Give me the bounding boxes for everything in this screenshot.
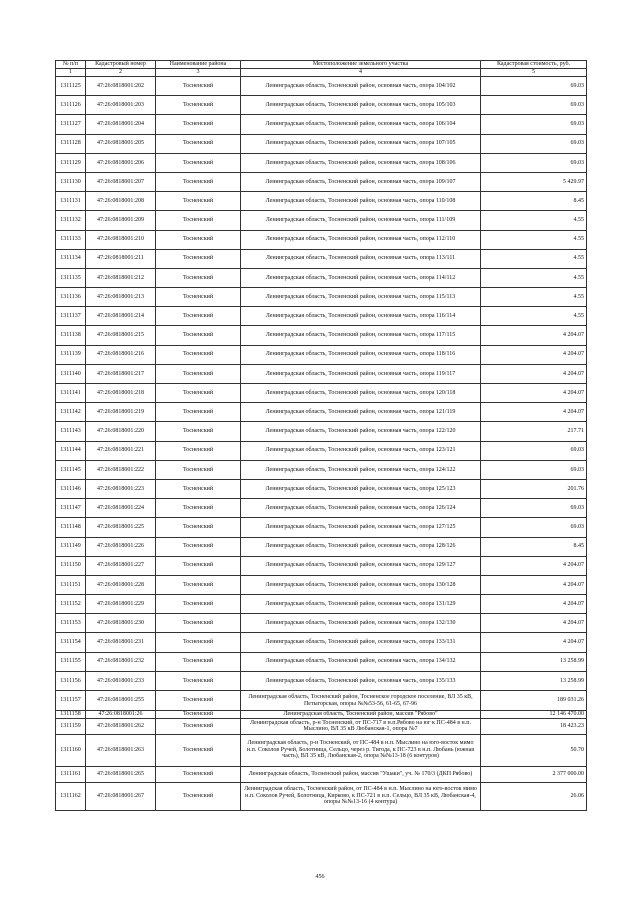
location-text: Ленинградская область, Тосненский район, основная часть, опора 104/102 xyxy=(241,77,481,96)
location-text: Ленинградская область, Тосненский район, основная часть, опора 131/129 xyxy=(241,595,481,614)
district-name: Тосненский xyxy=(156,134,241,153)
cadastral-number: 47:26:0818001:206 xyxy=(86,153,156,172)
row-number: 1311133 xyxy=(56,230,86,249)
cadastral-number: 47:26:0818001:209 xyxy=(86,211,156,230)
cadastral-number: 47:26:0818001:229 xyxy=(86,595,156,614)
cadastral-number: 47:26:0818001:233 xyxy=(86,671,156,690)
district-name: Тосненский xyxy=(156,77,241,96)
header-row xyxy=(56,61,587,69)
location-text: Ленинградская область, Тосненский район, основная часть, опора 135/133 xyxy=(241,671,481,690)
row-number: 1311150 xyxy=(56,556,86,575)
cadastral-number: 47:26:0818001:207 xyxy=(86,172,156,191)
table-row xyxy=(56,153,587,172)
cadastral-number: 47:26:0818001:26 xyxy=(86,711,156,719)
column-number: 3 xyxy=(156,69,241,77)
location-text: Ленинградская область, Тосненский район, основная часть, опора 115/113 xyxy=(241,288,481,307)
cadastral-value: 69.03 xyxy=(481,499,587,518)
cadastral-number: 47:26:0818001:263 xyxy=(86,734,156,766)
location-text: Ленинградская область, Тосненский район, основная часть, опора 116/114 xyxy=(241,307,481,326)
cadastral-number: 47:26:0818001:226 xyxy=(86,537,156,556)
row-number: 1311131 xyxy=(56,192,86,211)
row-number: 1311160 xyxy=(56,734,86,766)
cadastral-value: 4 204.07 xyxy=(481,614,587,633)
cadastral-value: 13 258.99 xyxy=(481,671,587,690)
district-name: Тосненский xyxy=(156,614,241,633)
location-text: Ленинградская область, Тосненский район, основная часть, опора 125/123 xyxy=(241,479,481,498)
row-number: 1311128 xyxy=(56,134,86,153)
cadastral-number: 47:26:0818001:208 xyxy=(86,192,156,211)
cadastral-value: 69.03 xyxy=(481,77,587,96)
row-number: 1311151 xyxy=(56,575,86,594)
district-name: Тосненский xyxy=(156,595,241,614)
cadastral-number: 47:26:0818001:204 xyxy=(86,115,156,134)
table-row xyxy=(56,595,587,614)
table-row xyxy=(56,441,587,460)
table-header xyxy=(56,61,587,77)
cadastral-value: 4.55 xyxy=(481,211,587,230)
header-district: Наименование района xyxy=(156,61,241,69)
cadastral-value: 69.03 xyxy=(481,96,587,115)
row-number: 1311146 xyxy=(56,479,86,498)
cadastral-value: 4.55 xyxy=(481,307,587,326)
table-row xyxy=(56,479,587,498)
row-number: 1311156 xyxy=(56,671,86,690)
district-name: Тосненский xyxy=(156,441,241,460)
table-row xyxy=(56,518,587,537)
row-number: 1311125 xyxy=(56,77,86,96)
cadastral-value: 2 377 000.00 xyxy=(481,766,587,782)
district-name: Тосненский xyxy=(156,691,241,711)
location-text: Ленинградская область, р-н Тосненский, от ПС-484 в н.п. Мыслино на юго-восток мимо н.п. Соколов Ручей, Болотница, Сельцо, через р. Тигода, к ПС-723 в н.п. Любань (южная часть), ВЛ 35 кВ, Любанская-2, опора №№13-18 (6 контуров) xyxy=(241,734,481,766)
cadastral-table xyxy=(55,60,587,811)
row-number: 1311162 xyxy=(56,782,86,810)
cadastral-value: 217.71 xyxy=(481,422,587,441)
district-name: Тосненский xyxy=(156,734,241,766)
table-row xyxy=(56,96,587,115)
location-text: Ленинградская область, Тосненский район, основная часть, опора 105/103 xyxy=(241,96,481,115)
table-row xyxy=(56,766,587,782)
row-number: 1311153 xyxy=(56,614,86,633)
table-row xyxy=(56,172,587,191)
table-row xyxy=(56,652,587,671)
district-name: Тосненский xyxy=(156,556,241,575)
cadastral-value: 189 031.26 xyxy=(481,691,587,711)
row-number: 1311136 xyxy=(56,288,86,307)
district-name: Тосненский xyxy=(156,364,241,383)
location-text: Ленинградская область, Тосненский район, массив "Рябово" xyxy=(241,711,481,719)
column-number: 4 xyxy=(241,69,481,77)
location-text: Ленинградская область, Тосненский район, основная часть, опора 117/115 xyxy=(241,326,481,345)
location-text: Ленинградская область, Тосненский район, основная часть, опора 123/121 xyxy=(241,441,481,460)
cadastral-value: 69.03 xyxy=(481,460,587,479)
district-name: Тосненский xyxy=(156,718,241,734)
cadastral-value: 4 204.07 xyxy=(481,403,587,422)
cadastral-value: 69.03 xyxy=(481,441,587,460)
cadastral-number: 47:26:0818001:225 xyxy=(86,518,156,537)
location-text: Ленинградская область, Тосненский район, основная часть, опора 129/127 xyxy=(241,556,481,575)
district-name: Тосненский xyxy=(156,249,241,268)
table-row xyxy=(56,460,587,479)
row-number: 1311155 xyxy=(56,652,86,671)
district-name: Тосненский xyxy=(156,782,241,810)
cadastral-number: 47:26:0818001:214 xyxy=(86,307,156,326)
row-number: 1311132 xyxy=(56,211,86,230)
cadastral-value: 4.55 xyxy=(481,288,587,307)
table-row xyxy=(56,691,587,711)
cadastral-value: 4 204.07 xyxy=(481,364,587,383)
cadastral-value: 69.03 xyxy=(481,518,587,537)
row-number: 1311145 xyxy=(56,460,86,479)
cadastral-number: 47:26:0818001:217 xyxy=(86,364,156,383)
location-text: Ленинградская область, Тосненский район, массив "Ушаки", уч. № 170/3 (ДКП Рябово) xyxy=(241,766,481,782)
district-name: Тосненский xyxy=(156,479,241,498)
row-number: 1311129 xyxy=(56,153,86,172)
location-text: Ленинградская область, Тосненский район, основная часть, опора 114/112 xyxy=(241,268,481,287)
cadastral-value: 201.76 xyxy=(481,479,587,498)
location-text: Ленинградская область, Тосненский район, основная часть, опора 120/118 xyxy=(241,384,481,403)
table-row xyxy=(56,268,587,287)
row-number: 1311138 xyxy=(56,326,86,345)
location-text: Ленинградская область, Тосненский район, основная часть, опора 130/128 xyxy=(241,575,481,594)
cadastral-value: 69.03 xyxy=(481,134,587,153)
table-row xyxy=(56,230,587,249)
location-text: Ленинградская область, Тосненский район, основная часть, опора 121/119 xyxy=(241,403,481,422)
district-name: Тосненский xyxy=(156,422,241,441)
district-name: Тосненский xyxy=(156,518,241,537)
cadastral-number: 47:26:0818001:265 xyxy=(86,766,156,782)
row-number: 1311158 xyxy=(56,711,86,719)
location-text: Ленинградская область, Тосненский район, основная часть, опора 106/104 xyxy=(241,115,481,134)
cadastral-value: 4 204.07 xyxy=(481,595,587,614)
cadastral-value: 4 204.07 xyxy=(481,633,587,652)
header-number: № п/п xyxy=(56,61,86,69)
cadastral-number: 47:26:0818001:232 xyxy=(86,652,156,671)
location-text: Ленинградская область, Тосненский район, основная часть, опора 108/106 xyxy=(241,153,481,172)
cadastral-value: 4.55 xyxy=(481,230,587,249)
cadastral-number: 47:26:0818001:255 xyxy=(86,691,156,711)
location-text: Ленинградская область, Тосненский район, основная часть, опора 107/105 xyxy=(241,134,481,153)
location-text: Ленинградская область, Тосненский район, основная часть, опора 124/122 xyxy=(241,460,481,479)
row-number: 1311161 xyxy=(56,766,86,782)
row-number: 1311152 xyxy=(56,595,86,614)
row-number: 1311144 xyxy=(56,441,86,460)
district-name: Тосненский xyxy=(156,633,241,652)
district-name: Тосненский xyxy=(156,671,241,690)
table-row xyxy=(56,711,587,719)
cadastral-value: 4 204.07 xyxy=(481,575,587,594)
district-name: Тосненский xyxy=(156,537,241,556)
table-row xyxy=(56,556,587,575)
location-text: Ленинградская область, Тосненский район, основная часть, опора 112/110 xyxy=(241,230,481,249)
location-text: Ленинградская область, Тосненский район, основная часть, опора 122/120 xyxy=(241,422,481,441)
cadastral-value: 8.45 xyxy=(481,537,587,556)
table-row xyxy=(56,134,587,153)
cadastral-value: 4.55 xyxy=(481,268,587,287)
header-cadastral-number: Кадастровый номер xyxy=(86,61,156,69)
row-number: 1311137 xyxy=(56,307,86,326)
table-row xyxy=(56,249,587,268)
cadastral-number: 47:26:0818001:231 xyxy=(86,633,156,652)
row-number: 1311127 xyxy=(56,115,86,134)
row-number: 1311149 xyxy=(56,537,86,556)
cadastral-number: 47:26:0818001:215 xyxy=(86,326,156,345)
row-number: 1311134 xyxy=(56,249,86,268)
row-number: 1311139 xyxy=(56,345,86,364)
header-cadastral-value: Кадастровая стоимость, руб. xyxy=(481,61,587,69)
table-row xyxy=(56,422,587,441)
cadastral-number: 47:26:0818001:203 xyxy=(86,96,156,115)
district-name: Тосненский xyxy=(156,307,241,326)
location-text: Ленинградская область, Тосненский район, основная часть, опора 134/132 xyxy=(241,652,481,671)
cadastral-number: 47:26:0818001:218 xyxy=(86,384,156,403)
district-name: Тосненский xyxy=(156,652,241,671)
cadastral-number: 47:26:0818001:262 xyxy=(86,718,156,734)
location-text: Ленинградская область, Тосненский район, основная часть, опора 132/130 xyxy=(241,614,481,633)
table-row xyxy=(56,403,587,422)
district-name: Тосненский xyxy=(156,345,241,364)
cadastral-value: 8.45 xyxy=(481,192,587,211)
location-text: Ленинградская область, Тосненский район, основная часть, опора 109/107 xyxy=(241,172,481,191)
cadastral-value: 18 423.23 xyxy=(481,718,587,734)
table-body xyxy=(56,77,587,811)
district-name: Тосненский xyxy=(156,172,241,191)
row-number: 1311148 xyxy=(56,518,86,537)
cadastral-number: 47:26:0818001:222 xyxy=(86,460,156,479)
row-number: 1311147 xyxy=(56,499,86,518)
table-row xyxy=(56,211,587,230)
row-number: 1311157 xyxy=(56,691,86,711)
page-number: 456 xyxy=(315,874,325,880)
table-row xyxy=(56,575,587,594)
district-name: Тосненский xyxy=(156,288,241,307)
district-name: Тосненский xyxy=(156,499,241,518)
district-name: Тосненский xyxy=(156,230,241,249)
table-row xyxy=(56,782,587,810)
cadastral-value: 4 204.07 xyxy=(481,326,587,345)
cadastral-value: 4 204.07 xyxy=(481,345,587,364)
district-name: Тосненский xyxy=(156,384,241,403)
cadastral-number: 47:26:0818001:221 xyxy=(86,441,156,460)
district-name: Тосненский xyxy=(156,460,241,479)
cadastral-value: 69.03 xyxy=(481,115,587,134)
cadastral-number: 47:26:0818001:227 xyxy=(86,556,156,575)
cadastral-number: 47:26:0818001:205 xyxy=(86,134,156,153)
table-row xyxy=(56,499,587,518)
column-number: 2 xyxy=(86,69,156,77)
cadastral-value: 12 146 470.00 xyxy=(481,711,587,719)
cadastral-number: 47:26:0818001:212 xyxy=(86,268,156,287)
cadastral-value: 4 204.07 xyxy=(481,556,587,575)
cadastral-value: 26.06 xyxy=(481,782,587,810)
location-text: Ленинградская область, Тосненский район, основная часть, опора 133/131 xyxy=(241,633,481,652)
cadastral-number: 47:26:0818001:220 xyxy=(86,422,156,441)
cadastral-value: 5 429.97 xyxy=(481,172,587,191)
table-row xyxy=(56,345,587,364)
district-name: Тосненский xyxy=(156,403,241,422)
table-row xyxy=(56,115,587,134)
cadastral-value: 69.03 xyxy=(481,153,587,172)
cadastral-number: 47:26:0818001:224 xyxy=(86,499,156,518)
cadastral-number: 47:26:0818001:219 xyxy=(86,403,156,422)
location-text: Ленинградская область, р-н Тосненский, от ПС-717 в н.п.Рябово на юг к ПС-484 в н.п. Мыслино, ВЛ 35 кВ Любанская-1, опора №7 xyxy=(241,718,481,734)
row-number: 1311143 xyxy=(56,422,86,441)
cadastral-number: 47:26:0818001:211 xyxy=(86,249,156,268)
cadastral-number: 47:26:0818001:202 xyxy=(86,77,156,96)
cadastral-number: 47:26:0818001:223 xyxy=(86,479,156,498)
location-text: Ленинградская область, Тосненский район, основная часть, опора 110/108 xyxy=(241,192,481,211)
location-text: Ленинградская область, Тосненский район, Тосненское городское поселение, ВЛ 35 кВ, Петыгорская, опоры №№53-56, 61-65, 67-96 xyxy=(241,691,481,711)
column-number: 1 xyxy=(56,69,86,77)
row-number: 1311130 xyxy=(56,172,86,191)
district-name: Тосненский xyxy=(156,575,241,594)
table-row xyxy=(56,614,587,633)
table-row xyxy=(56,192,587,211)
table-row xyxy=(56,537,587,556)
row-number: 1311154 xyxy=(56,633,86,652)
cadastral-number: 47:26:0818001:228 xyxy=(86,575,156,594)
table-row xyxy=(56,734,587,766)
district-name: Тосненский xyxy=(156,115,241,134)
column-number-row xyxy=(56,69,587,77)
table-row xyxy=(56,77,587,96)
table-row xyxy=(56,288,587,307)
row-number: 1311142 xyxy=(56,403,86,422)
cadastral-number: 47:26:0818001:213 xyxy=(86,288,156,307)
cadastral-value: 13 258.99 xyxy=(481,652,587,671)
district-name: Тосненский xyxy=(156,766,241,782)
column-number: 5 xyxy=(481,69,587,77)
row-number: 1311140 xyxy=(56,364,86,383)
district-name: Тосненский xyxy=(156,711,241,719)
cadastral-number: 47:26:0818001:230 xyxy=(86,614,156,633)
district-name: Тосненский xyxy=(156,268,241,287)
table-row xyxy=(56,633,587,652)
cadastral-number: 47:26:0818001:216 xyxy=(86,345,156,364)
row-number: 1311159 xyxy=(56,718,86,734)
row-number: 1311126 xyxy=(56,96,86,115)
location-text: Ленинградская область, Тосненский район, основная часть, опора 127/125 xyxy=(241,518,481,537)
location-text: Ленинградская область, Тосненский район, основная часть, опора 126/124 xyxy=(241,499,481,518)
table-row xyxy=(56,671,587,690)
location-text: Ленинградская область, Тосненский район, основная часть, опора 111/109 xyxy=(241,211,481,230)
cadastral-value: 4.55 xyxy=(481,249,587,268)
table-row xyxy=(56,307,587,326)
table-row xyxy=(56,384,587,403)
district-name: Тосненский xyxy=(156,326,241,345)
location-text: Ленинградская область, Тосненский район, основная часть, опора 128/126 xyxy=(241,537,481,556)
location-text: Ленинградская область, Тосненский район, основная часть, опора 119/117 xyxy=(241,364,481,383)
row-number: 1311141 xyxy=(56,384,86,403)
district-name: Тосненский xyxy=(156,96,241,115)
cadastral-number: 47:26:0818001:267 xyxy=(86,782,156,810)
cadastral-number: 47:26:0818001:210 xyxy=(86,230,156,249)
header-location: Местоположение земельного участка xyxy=(241,61,481,69)
table-row xyxy=(56,718,587,734)
district-name: Тосненский xyxy=(156,153,241,172)
location-text: Ленинградская область, Тосненский район, основная часть, опора 118/116 xyxy=(241,345,481,364)
location-text: Ленинградская область, Тосненский район, от ПС-484 в н.п. Мыслино на юго-восток мимо н.п. Соколов Ручей, Болотница, Кирково, к ПС-721 в н.п. Сельцо, ВЛ 35 кВ, Любанская-4, опоры №№13-16 (4 контура) xyxy=(241,782,481,810)
district-name: Тосненский xyxy=(156,211,241,230)
table-row xyxy=(56,326,587,345)
location-text: Ленинградская область, Тосненский район, основная часть, опора 113/111 xyxy=(241,249,481,268)
table-row xyxy=(56,364,587,383)
cadastral-value: 4 204.07 xyxy=(481,384,587,403)
cadastral-value: 50.70 xyxy=(481,734,587,766)
row-number: 1311135 xyxy=(56,268,86,287)
district-name: Тосненский xyxy=(156,192,241,211)
